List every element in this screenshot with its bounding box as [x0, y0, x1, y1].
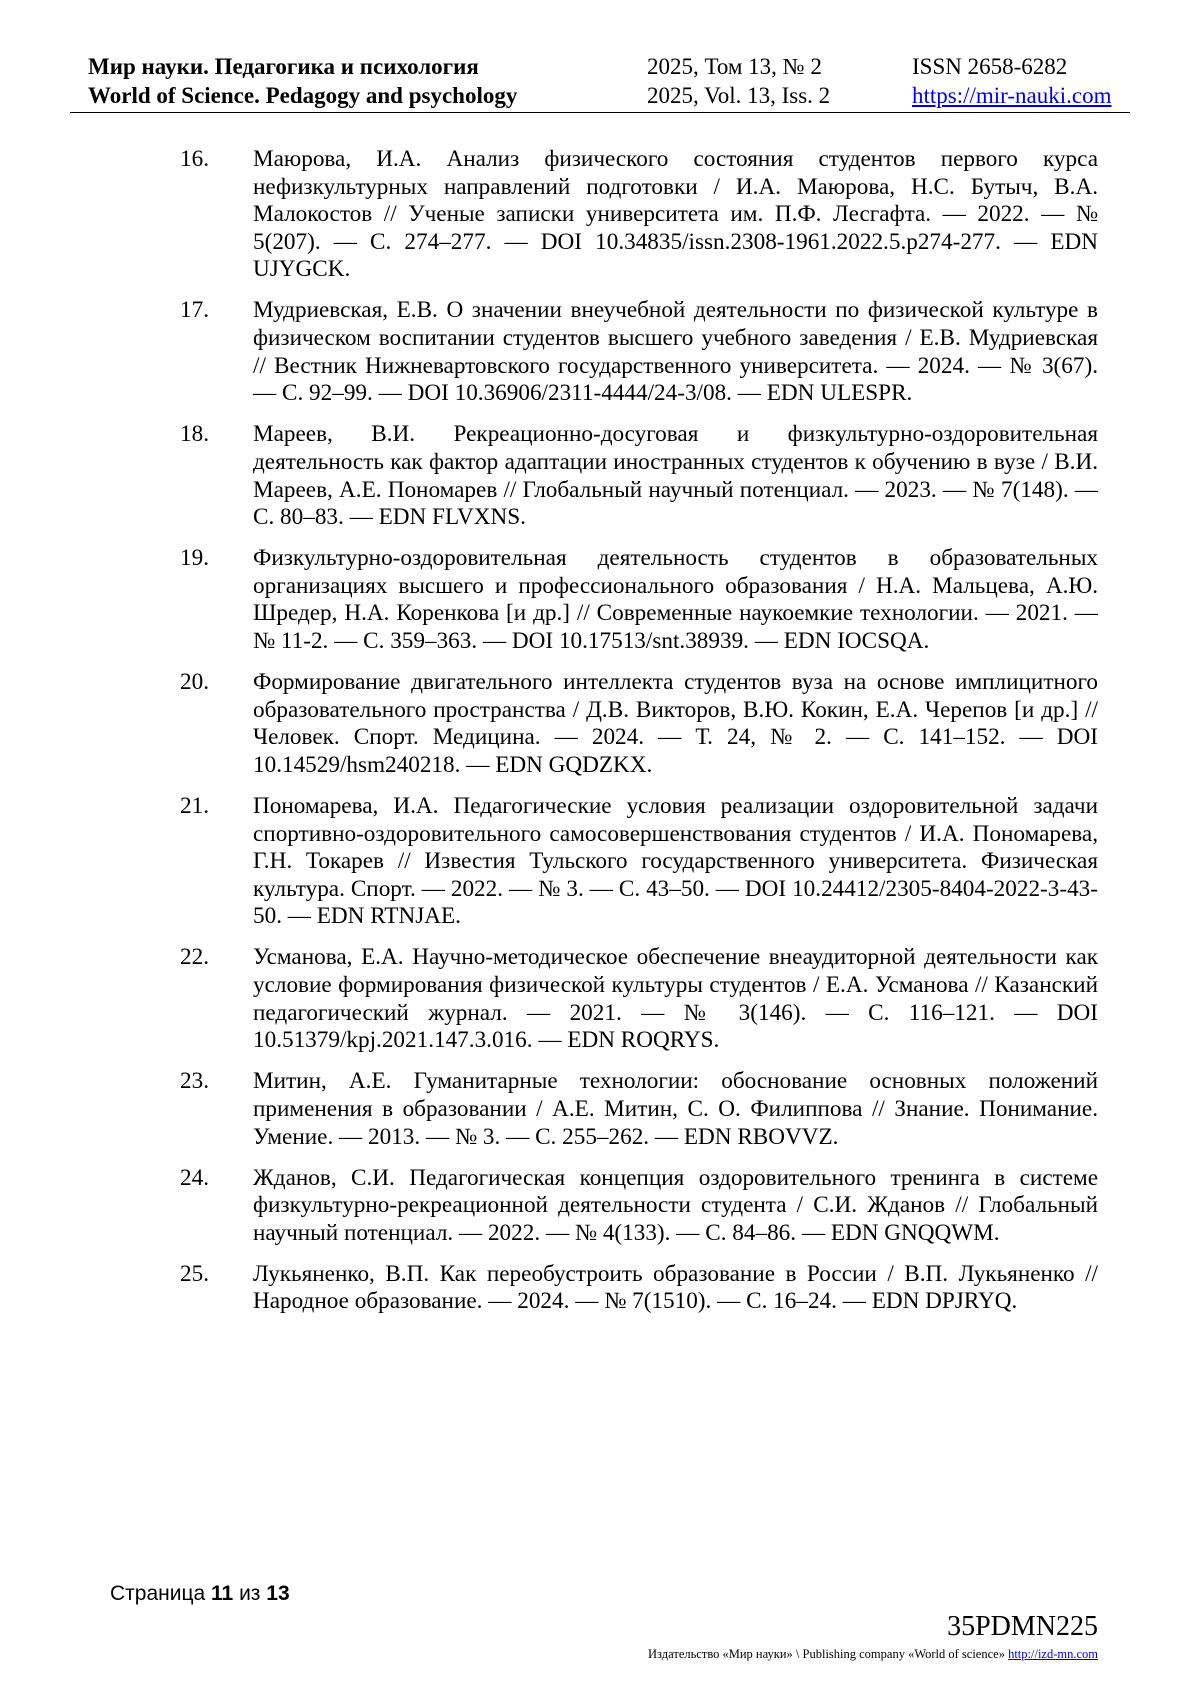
reference-number: 16. — [180, 146, 209, 172]
reference-text: Формирование двигательного интеллекта студентов вуза на основе имплицитного образовательного пространства / Д.В. Викторов, В.Ю. Кокин, Е.А. Черепов [и др.] // Человек. Спорт. Медицина. — 2024. — Т. 24, № 2. — С. 141–152. — DOI 10.14529/hsm240218. — EDN GQDZKX. — [253, 669, 1098, 778]
reference-number: 17. — [180, 297, 209, 324]
reference-text: Усманова, Е.А. Научно-методическое обеспечение внеаудиторной деятельности как условие формирования физической культуры студентов / Е.А. Усманова // Казанский педагогический журнал. — 2021. — № 3(146). — С. 116–121. — DOI 10.51379/kpj.2021.147.3.016. — EDN ROQRYS. — [253, 944, 1098, 1054]
publisher-text: Издательство «Мир науки» \ Publishing company «World of science» — [648, 1647, 1005, 1661]
article-code: 35PDMN225 — [947, 1611, 1098, 1642]
reference-number: 21. — [180, 792, 209, 819]
publisher-url-link[interactable]: http://izd-mn.com — [1008, 1647, 1098, 1661]
reference-text: Митин, А.Е. Гуманитарные технологии: обоснование основных положений применения в образовании / А.Е. Митин, С. О. Филиппова // Знание. Понимание. Умение. — 2013. — № 3. — С. 255–262. — EDN RBOVVZ. — [253, 1068, 1098, 1150]
reference-item — [180, 146, 1098, 284]
reference-number: 20. — [180, 669, 209, 696]
reference-item — [180, 1261, 1098, 1316]
journal-title-en: World of Science. Pedagogy and psychology — [88, 83, 518, 108]
reference-list — [180, 146, 1098, 1330]
reference-number: 19. — [180, 545, 209, 572]
reference-text: Пономарева, И.А. Педагогические условия реализации оздоровительной задачи спортивно-оздоровительного самосовершенствования студентов / И.А. Пономарева, Г.Н. Токарев // Известия Тульского государственного университета. Физическая культура. Спорт. — 2022. — № 3. — С. 43–50. — DOI 10.24412/2305-8404-2022-3-43-50. — EDN RTNJAE. — [253, 792, 1098, 930]
reference-number: 18. — [180, 421, 209, 448]
reference-text: Жданов, С.И. Педагогическая концепция оздоровительного тренинга в системе физкультурно-рекреационной деятельности студента / С.И. Жданов // Глобальный научный потенциал. — 2022. — № 4(133). — С. 84–86. — EDN GNQQWM. — [253, 1164, 1098, 1246]
reference-item — [180, 669, 1098, 779]
reference-number: 24. — [180, 1164, 209, 1191]
issue-info-en: 2025, Vol. 13, Iss. 2 — [647, 83, 831, 108]
page-total: 13 — [266, 1582, 290, 1605]
publisher-line — [648, 1647, 1098, 1662]
page-of-word: из — [239, 1582, 261, 1605]
reference-item — [180, 297, 1098, 407]
reference-number: 23. — [180, 1068, 209, 1095]
page-current: 11 — [211, 1582, 234, 1605]
page-counter — [110, 1582, 290, 1606]
reference-item — [180, 944, 1098, 1054]
reference-text: Мареев, В.И. Рекреационно-досуговая и физкультурно-оздоровительная деятельность как фактор адаптации иностранных студентов к обучению в вузе / В.И. Мареев, А.Е. Пономарев // Глобальный научный потенциал. — 2023. — № 7(148). — С. 80–83. — EDN FLVXNS. — [253, 421, 1098, 531]
issue-info — [647, 52, 830, 110]
reference-item — [180, 793, 1098, 931]
reference-item — [180, 1165, 1098, 1248]
reference-number: 25. — [180, 1260, 209, 1287]
reference-text: Лукьяненко, В.П. Как переобустроить образование в России / В.П. Лукьяненко // Народное образование. — 2024. — № 7(1510). — С. 16–24. — EDN DPJRYQ. — [253, 1260, 1098, 1315]
issue-info-ru: 2025, Том 13, № 2 — [647, 54, 822, 79]
reference-text: Маюрова, И.А. Анализ физического состояния студентов первого курса нефизкультурных направлений подготовки / И.А. Маюрова, Н.С. Бутыч, В.А. Малокостов // Ученые записки университета им. П.Ф. Лесгафта. — 2022. — № 5(207). — С. 274–277. — DOI 10.34835/issn.2308-1961.2022.5.p274-277. — EDN UJYGCK. — [253, 146, 1098, 283]
page-header — [70, 52, 1130, 113]
reference-number: 22. — [180, 944, 209, 971]
issn-block — [912, 52, 1112, 110]
reference-item — [180, 1068, 1098, 1151]
journal-url-link[interactable]: https://mir-nauki.com — [912, 83, 1112, 108]
page-word: Страница — [110, 1582, 206, 1605]
journal-title — [88, 52, 517, 110]
reference-item — [180, 545, 1098, 655]
reference-text: Мудриевская, Е.В. О значении внеучебной деятельности по физической культуре в физическом воспитании студентов высшего учебного заведения / Е.В. Мудриевская // Вестник Нижневартовского государственного университета. — 2024. — № 3(67). — С. 92–99. — DOI 10.36906/2311-4444/24-3/08. — EDN ULESPR. — [253, 297, 1098, 407]
issn-number: ISSN 2658-6282 — [912, 54, 1068, 79]
journal-title-ru: Мир науки. Педагогика и психология — [88, 54, 479, 79]
reference-text: Физкультурно-оздоровительная деятельность студентов в образовательных организациях высшего и профессионального образования / Н.А. Мальцева, А.Ю. Шредер, Н.А. Коренкова [и др.] // Современные наукоемкие технологии. — 2021. — № 11-2. — С. 359–363. — DOI 10.17513/snt.38939. — EDN IOCSQA. — [253, 545, 1098, 654]
reference-item — [180, 421, 1098, 531]
